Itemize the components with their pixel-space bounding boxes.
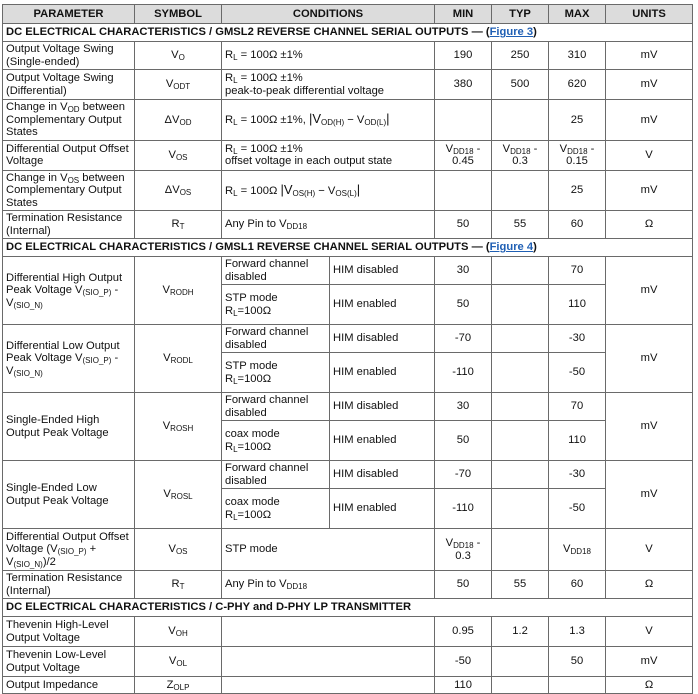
max-cell: 50 xyxy=(549,647,606,677)
table-row xyxy=(3,70,693,100)
section-title-text: DC ELECTRICAL CHARACTERISTICS / GMSL2 REVERSE CHANNEL SERIAL OUTPUTS — ( xyxy=(6,26,490,39)
symbol-cell: $Z_{OLP}$ xyxy=(135,677,222,694)
typ-cell xyxy=(492,677,549,694)
conditions-cell xyxy=(222,677,435,694)
header-parameter: PARAMETER xyxy=(3,5,135,24)
conditions-cell: STP mode $R_L=100\Omega$ xyxy=(222,353,330,393)
symbol-cell: $V_{ROSH}$ xyxy=(135,393,222,461)
symbol-cell: $V_{RODL}$ xyxy=(135,325,222,393)
typ-cell xyxy=(492,353,549,393)
units-cell: V xyxy=(606,140,693,170)
min-cell: 0.95 xyxy=(435,617,492,647)
min-cell: 30 xyxy=(435,393,492,421)
symbol-cell: $V_{ODT}$ xyxy=(135,70,222,100)
typ-cell xyxy=(492,100,549,141)
symbol-cell: $V_{OL}$ xyxy=(135,647,222,677)
table-row xyxy=(3,461,693,489)
max-cell: -30 xyxy=(549,325,606,353)
units-cell: mV xyxy=(606,100,693,141)
conditions-cell: $R_L = 100\Omega \pm 1\%$ offset voltage in each output state xyxy=(222,140,435,170)
units-cell: Ω xyxy=(606,571,693,599)
symbol-cell: $V_{OS}$ xyxy=(135,529,222,571)
conditions-cell xyxy=(222,617,435,647)
him-cell: HIM enabled xyxy=(330,489,435,529)
conditions-cell: STP mode $R_L=100\Omega$ xyxy=(222,285,330,325)
units-cell: V xyxy=(606,617,693,647)
min-cell: 50 xyxy=(435,285,492,325)
section-row xyxy=(3,599,693,617)
typ-cell xyxy=(492,325,549,353)
symbol-cell: $V_{RODH}$ xyxy=(135,257,222,325)
table-row xyxy=(3,100,693,141)
symbol-cell: $\Delta V_{OD}$ xyxy=(135,100,222,141)
conditions-cell xyxy=(222,647,435,677)
min-cell: -50 xyxy=(435,647,492,677)
table-row xyxy=(3,140,693,170)
param-cell: Single-Ended High Output Peak Voltage xyxy=(3,393,135,461)
param-cell: Single-Ended Low Output Peak Voltage xyxy=(3,461,135,529)
min-cell xyxy=(435,170,492,211)
param-cell: Differential High Output Peak Voltage $V_{(SIO\_P)} - V_{(SIO\_N)}$ xyxy=(3,257,135,325)
section-title: DC ELECTRICAL CHARACTERISTICS / C-PHY and D-PHY LP TRANSMITTER xyxy=(3,599,693,617)
min-cell: 50 xyxy=(435,211,492,239)
min-cell: $V_{DD18}$ - 0.3 xyxy=(435,529,492,571)
min-cell: -110 xyxy=(435,353,492,393)
min-cell: -110 xyxy=(435,489,492,529)
max-cell: 70 xyxy=(549,393,606,421)
table-row xyxy=(3,529,693,571)
him-cell: HIM enabled xyxy=(330,285,435,325)
min-cell xyxy=(435,100,492,141)
table-row xyxy=(3,571,693,599)
header-min: MIN xyxy=(435,5,492,24)
param-cell: Differential Output Offset Voltage xyxy=(3,140,135,170)
min-cell: -70 xyxy=(435,461,492,489)
units-cell: mV xyxy=(606,70,693,100)
table-row xyxy=(3,170,693,211)
conditions-cell: $R_L = 100\Omega \pm 1\%$, $|V_{OD(H)} - V_{OD(L)}|$ xyxy=(222,100,435,141)
header-units: UNITS xyxy=(606,5,693,24)
param-cell: Change in $V_{OD}$ between Complementary Output States xyxy=(3,100,135,141)
param-cell: Output Impedance xyxy=(3,677,135,694)
typ-cell: 500 xyxy=(492,70,549,100)
typ-cell xyxy=(492,393,549,421)
section-row xyxy=(3,24,693,42)
him-cell: HIM disabled xyxy=(330,393,435,421)
table-row xyxy=(3,325,693,353)
symbol-cell: $V_{OH}$ xyxy=(135,617,222,647)
param-cell: Thevenin High-Level Output Voltage xyxy=(3,617,135,647)
conditions-cell: STP mode xyxy=(222,529,435,571)
header-row xyxy=(3,5,693,24)
min-cell: 50 xyxy=(435,571,492,599)
param-cell: Output Voltage Swing (Differential) xyxy=(3,70,135,100)
table-row xyxy=(3,257,693,285)
units-cell: Ω xyxy=(606,677,693,694)
max-cell: 25 xyxy=(549,170,606,211)
symbol-cell: $V_O$ xyxy=(135,42,222,70)
conditions-cell: coax mode $R_L=100\Omega$ xyxy=(222,489,330,529)
section-title xyxy=(3,24,693,42)
param-cell: Termination Resistance (Internal) xyxy=(3,571,135,599)
conditions-cell: Any Pin to $V_{DD18}$ xyxy=(222,571,435,599)
header-conditions: CONDITIONS xyxy=(222,5,435,24)
min-cell: 380 xyxy=(435,70,492,100)
max-cell: 25 xyxy=(549,100,606,141)
typ-cell xyxy=(492,170,549,211)
max-cell: 60 xyxy=(549,571,606,599)
section-title-text: DC ELECTRICAL CHARACTERISTICS / GMSL1 REVERSE CHANNEL SERIAL OUTPUTS — ( xyxy=(6,241,490,254)
min-cell: 30 xyxy=(435,257,492,285)
param-cell: Output Voltage Swing (Single-ended) xyxy=(3,42,135,70)
section-title-close: ) xyxy=(533,26,537,39)
symbol-cell: $V_{ROSL}$ xyxy=(135,461,222,529)
max-cell: 70 xyxy=(549,257,606,285)
symbol-cell: $R_T$ xyxy=(135,571,222,599)
section-title-close: ) xyxy=(533,241,537,254)
min-cell: 50 xyxy=(435,421,492,461)
header-symbol: SYMBOL xyxy=(135,5,222,24)
units-cell: mV xyxy=(606,170,693,211)
table-row xyxy=(3,211,693,239)
him-cell: HIM disabled xyxy=(330,257,435,285)
typ-cell xyxy=(492,285,549,325)
table-row xyxy=(3,647,693,677)
units-cell: mV xyxy=(606,257,693,325)
him-cell: HIM enabled xyxy=(330,421,435,461)
section-title xyxy=(3,239,693,257)
symbol-cell: $V_{OS}$ xyxy=(135,140,222,170)
figure-4-link[interactable]: Figure 4 xyxy=(489,241,534,254)
typ-cell xyxy=(492,461,549,489)
symbol-cell: $\Delta V_{OS}$ xyxy=(135,170,222,211)
typ-cell xyxy=(492,489,549,529)
units-cell: mV xyxy=(606,461,693,529)
conditions-cell: Any Pin to $V_{DD18}$ xyxy=(222,211,435,239)
typ-cell: 55 xyxy=(492,571,549,599)
min-cell: $V_{DD18}$ - 0.45 xyxy=(435,140,492,170)
param-cell: Differential Low Output Peak Voltage $V_{(SIO\_P)} - V_{(SIO\_N)}$ xyxy=(3,325,135,393)
param-cell: Termination Resistance (Internal) xyxy=(3,211,135,239)
header-max: MAX xyxy=(549,5,606,24)
max-cell: -50 xyxy=(549,353,606,393)
conditions-cell: $R_L = 100\Omega \pm 1\%$ xyxy=(222,42,435,70)
section-row xyxy=(3,239,693,257)
max-cell: $V_{DD18}$ - 0.15 xyxy=(549,140,606,170)
him-cell: HIM enabled xyxy=(330,353,435,393)
typ-cell: $V_{DD18}$ - 0.3 xyxy=(492,140,549,170)
table-row xyxy=(3,677,693,694)
conditions-cell: Forward channel disabled xyxy=(222,393,330,421)
max-cell: 110 xyxy=(549,421,606,461)
min-cell: -70 xyxy=(435,325,492,353)
units-cell: Ω xyxy=(606,211,693,239)
typ-cell xyxy=(492,647,549,677)
max-cell: -50 xyxy=(549,489,606,529)
min-cell: 190 xyxy=(435,42,492,70)
figure-3-link[interactable]: Figure 3 xyxy=(489,26,534,39)
typ-cell xyxy=(492,257,549,285)
max-cell: 620 xyxy=(549,70,606,100)
him-cell: HIM disabled xyxy=(330,325,435,353)
typ-cell: 1.2 xyxy=(492,617,549,647)
param-cell: Differential Output Offset Voltage $(V_{(SIO\_P)} + V_{(SIO\_N)})/2$ xyxy=(3,529,135,571)
typ-cell xyxy=(492,529,549,571)
conditions-cell: coax mode $R_L=100\Omega$ xyxy=(222,421,330,461)
symbol-cell: $R_T$ xyxy=(135,211,222,239)
table-row xyxy=(3,393,693,421)
min-cell: 110 xyxy=(435,677,492,694)
conditions-cell: Forward channel disabled xyxy=(222,461,330,489)
max-cell: 1.3 xyxy=(549,617,606,647)
conditions-cell: $R_L = 100\Omega \pm 1\%$ peak-to-peak differential voltage xyxy=(222,70,435,100)
max-cell: -30 xyxy=(549,461,606,489)
param-cell: Thevenin Low-Level Output Voltage xyxy=(3,647,135,677)
max-cell: 310 xyxy=(549,42,606,70)
conditions-cell: Forward channel disabled xyxy=(222,257,330,285)
max-cell: 110 xyxy=(549,285,606,325)
max-cell xyxy=(549,677,606,694)
typ-cell: 250 xyxy=(492,42,549,70)
units-cell: mV xyxy=(606,393,693,461)
param-cell: Change in $V_{OS}$ between Complementary Output States xyxy=(3,170,135,211)
table-row xyxy=(3,617,693,647)
conditions-cell: $R_L = 100\Omega$ $|V_{OS(H)} - V_{OS(L)}|$ xyxy=(222,170,435,211)
units-cell: mV xyxy=(606,42,693,70)
table-row xyxy=(3,42,693,70)
max-cell: 60 xyxy=(549,211,606,239)
max-cell: $V_{DD18}$ xyxy=(549,529,606,571)
him-cell: HIM disabled xyxy=(330,461,435,489)
typ-cell: 55 xyxy=(492,211,549,239)
units-cell: mV xyxy=(606,325,693,393)
conditions-cell: Forward channel disabled xyxy=(222,325,330,353)
typ-cell xyxy=(492,421,549,461)
units-cell: V xyxy=(606,529,693,571)
spec-table xyxy=(2,4,693,694)
units-cell: mV xyxy=(606,647,693,677)
header-typ: TYP xyxy=(492,5,549,24)
